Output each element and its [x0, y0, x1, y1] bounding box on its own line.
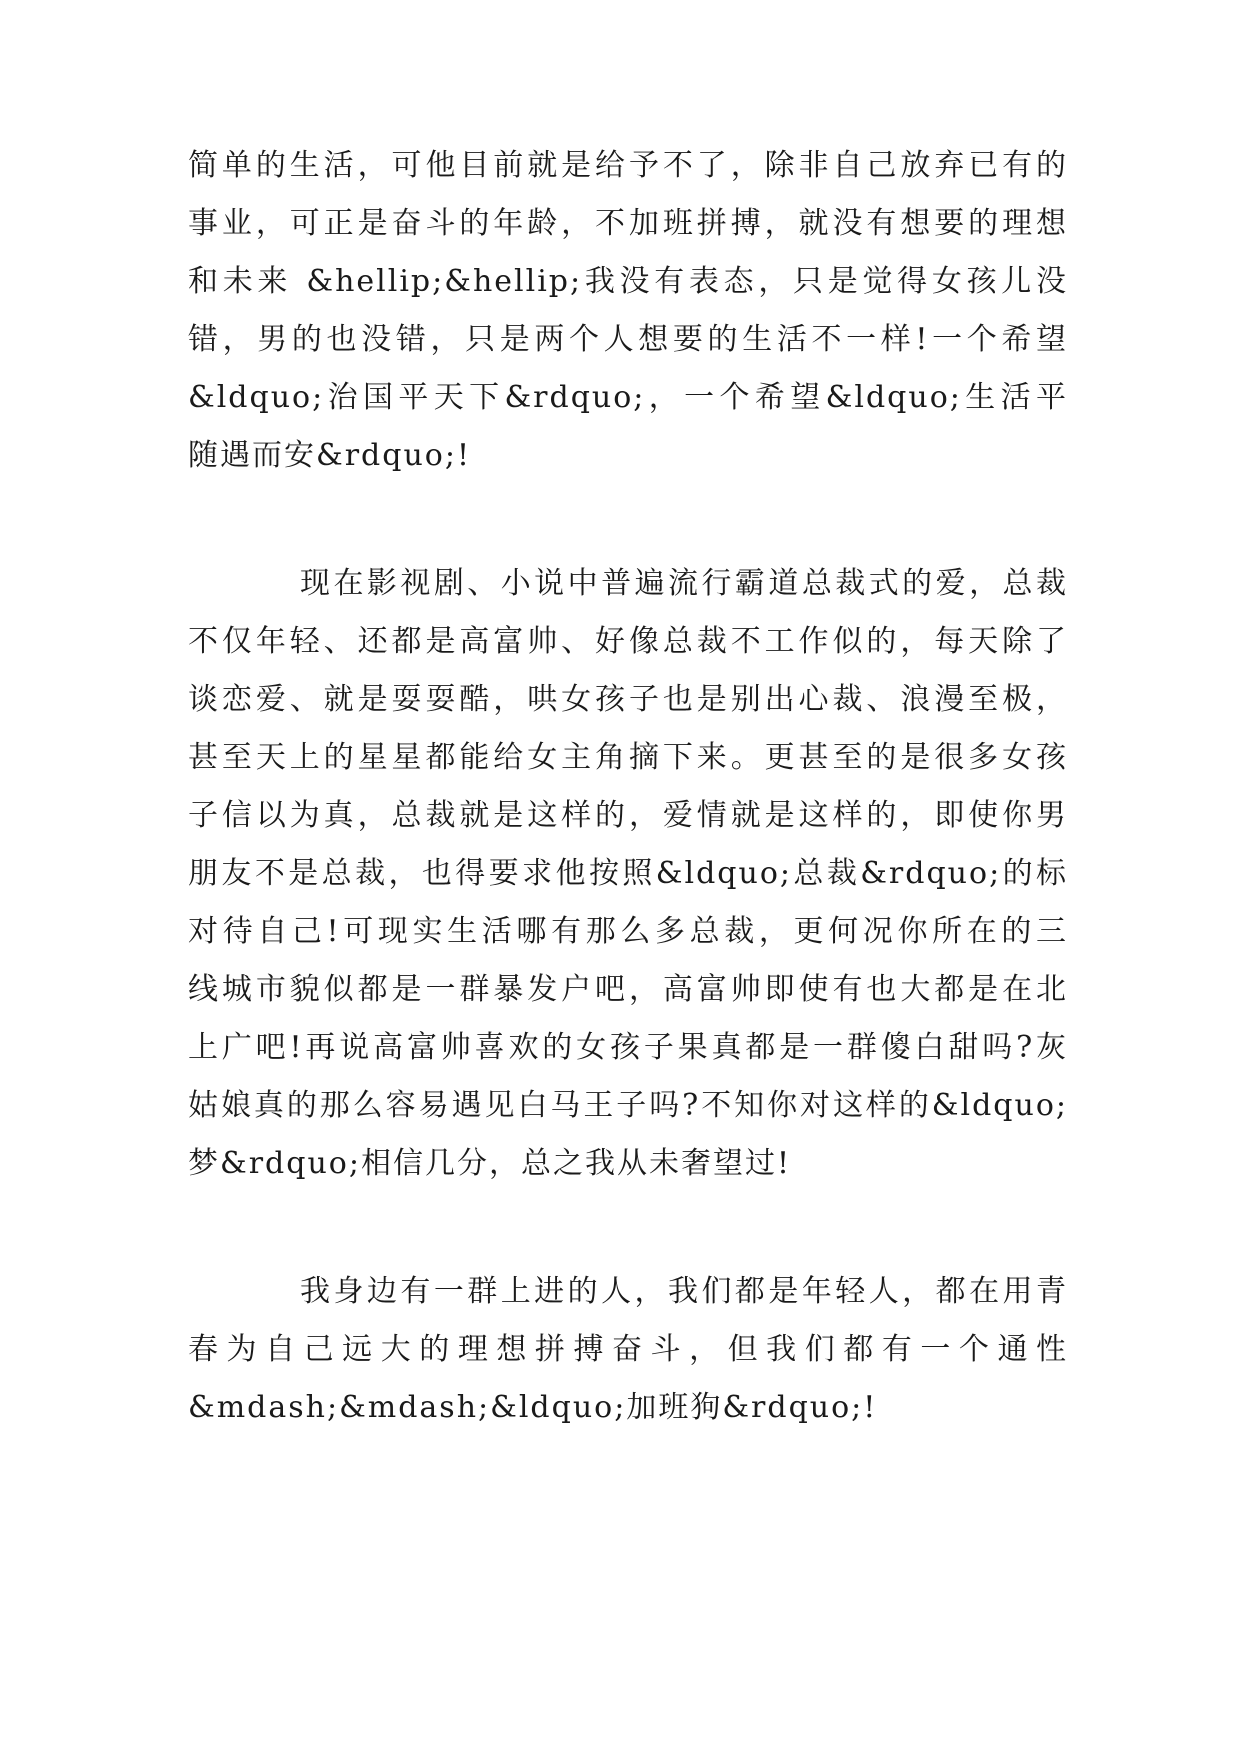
text-line: 和未来 &hellip;&hellip;我没有表态，只是觉得女孩儿没: [188, 264, 1068, 299]
paragraph-2: [188, 555, 1068, 1193]
text-line: 线城市貌似都是一群暴发户吧，高富帅即使有也大都是在北: [188, 972, 1068, 1007]
text-line: 谈恋爱、就是耍耍酷，哄女孩子也是别出心裁、浪漫至极，: [188, 682, 1068, 717]
paragraph-3: [188, 1263, 1068, 1437]
text-line: 姑娘真的那么容易遇见白马王子吗?不知你对这样的&ldquo;: [188, 1088, 1068, 1123]
text-line: 子信以为真，总裁就是这样的，爱情就是这样的，即使你男: [188, 798, 1068, 833]
text-line: 错，男的也没错，只是两个人想要的生活不一样!一个希望: [188, 322, 1068, 357]
text-line: 现在影视剧、小说中普遍流行霸道总裁式的爱，总裁: [300, 566, 1068, 601]
text-line: 我身边有一群上进的人，我们都是年轻人，都在用青: [300, 1274, 1068, 1309]
text-line: 春为自己远大的理想拼搏奋斗，但我们都有一个通性: [188, 1332, 1068, 1367]
paragraph-1: [188, 137, 1068, 485]
text-line: 朋友不是总裁，也得要求他按照&ldquo;总裁&rdquo;的标: [188, 856, 1068, 891]
text-line: 甚至天上的星星都能给女主角摘下来。更甚至的是很多女孩: [188, 740, 1068, 775]
text-line: 梦&rdquo;相信几分，总之我从未奢望过!: [188, 1146, 791, 1181]
text-line: 随遇而安&rdquo;!: [188, 438, 471, 473]
text-line: &mdash;&mdash;&ldquo;加班狗&rdquo;!: [188, 1390, 878, 1425]
text-line: 上广吧!再说高富帅喜欢的女孩子果真都是一群傻白甜吗?灰: [188, 1030, 1068, 1065]
text-line: 不仅年轻、还都是高富帅、好像总裁不工作似的，每天除了: [188, 624, 1068, 659]
text-line: 事业，可正是奋斗的年龄，不加班拼搏，就没有想要的理想: [188, 206, 1068, 241]
text-line: 简单的生活，可他目前就是给予不了，除非自己放弃已有的: [188, 148, 1068, 183]
text-line: 对待自己!可现实生活哪有那么多总裁，更何况你所在的三: [188, 914, 1068, 949]
text-line: &ldquo;治国平天下&rdquo;，一个希望&ldquo;生活平: [188, 380, 1068, 415]
